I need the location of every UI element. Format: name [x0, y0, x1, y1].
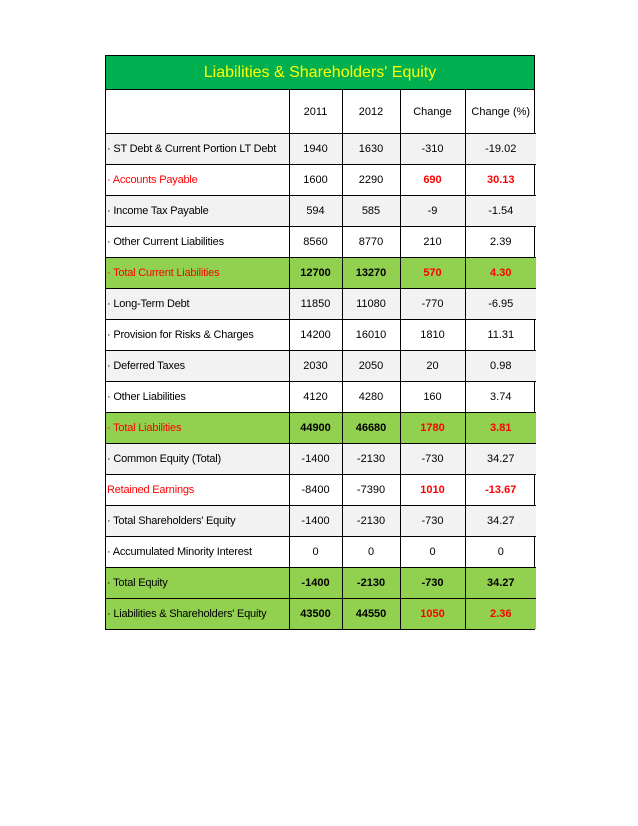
table-row: [106, 320, 536, 351]
cell-change-pct: -6.95: [465, 289, 536, 320]
cell-2011: 1600: [289, 165, 342, 196]
row-label: · Other Current Liabilities: [106, 227, 289, 258]
cell-2012: 2050: [342, 351, 400, 382]
table-row-total: [106, 568, 536, 599]
table-row: [106, 537, 536, 568]
cell-change: -310: [400, 134, 465, 165]
cell-2011: 1940: [289, 134, 342, 165]
cell-2011: 11850: [289, 289, 342, 320]
cell-change-pct: 0.98: [465, 351, 536, 382]
row-label: · Total Equity: [106, 568, 289, 599]
cell-change-pct: 11.31: [465, 320, 536, 351]
cell-change: -730: [400, 506, 465, 537]
header-2011: 2011: [289, 90, 342, 134]
cell-change: -730: [400, 444, 465, 475]
row-label: · Accounts Payable: [106, 165, 289, 196]
cell-change-pct: 0: [465, 537, 536, 568]
cell-2012: 8770: [342, 227, 400, 258]
row-label: · Income Tax Payable: [106, 196, 289, 227]
cell-change-pct: 2.36: [465, 599, 536, 630]
row-label: Retained Earnings: [106, 475, 289, 506]
cell-change-pct: 34.27: [465, 444, 536, 475]
cell-change: 690: [400, 165, 465, 196]
cell-2012: -2130: [342, 568, 400, 599]
cell-2012: -2130: [342, 506, 400, 537]
row-label: · Common Equity (Total): [106, 444, 289, 475]
header-change: Change: [400, 90, 465, 134]
cell-change-pct: 34.27: [465, 506, 536, 537]
row-label: · Other Liabilities: [106, 382, 289, 413]
row-label: · Total Current Liabilities: [106, 258, 289, 289]
row-label: · Total Liabilities: [106, 413, 289, 444]
cell-2012: 11080: [342, 289, 400, 320]
header-row: [106, 90, 536, 134]
cell-2012: 13270: [342, 258, 400, 289]
cell-2012: 44550: [342, 599, 400, 630]
cell-2012: 46680: [342, 413, 400, 444]
table-title: Liabilities & Shareholders' Equity: [106, 56, 534, 90]
cell-2012: 4280: [342, 382, 400, 413]
cell-change-pct: 30.13: [465, 165, 536, 196]
cell-2011: 14200: [289, 320, 342, 351]
table-row: [106, 506, 536, 537]
table-row: [106, 289, 536, 320]
cell-2011: 44900: [289, 413, 342, 444]
cell-2012: 0: [342, 537, 400, 568]
cell-change: 1780: [400, 413, 465, 444]
header-blank: [106, 90, 289, 134]
row-label: · Provision for Risks & Charges: [106, 320, 289, 351]
cell-change-pct: -19.02: [465, 134, 536, 165]
cell-2011: 594: [289, 196, 342, 227]
table-row: [106, 196, 536, 227]
cell-change: -9: [400, 196, 465, 227]
cell-2011: 0: [289, 537, 342, 568]
row-label: · Total Shareholders' Equity: [106, 506, 289, 537]
cell-change: 0: [400, 537, 465, 568]
data-table: [106, 90, 536, 629]
cell-change: 570: [400, 258, 465, 289]
cell-change: 1010: [400, 475, 465, 506]
cell-2011: -1400: [289, 444, 342, 475]
cell-2011: 2030: [289, 351, 342, 382]
table-row: [106, 475, 536, 506]
cell-change-pct: -1.54: [465, 196, 536, 227]
cell-2011: -8400: [289, 475, 342, 506]
table-row-total: [106, 258, 536, 289]
table-row: [106, 351, 536, 382]
cell-change: 210: [400, 227, 465, 258]
cell-2011: 12700: [289, 258, 342, 289]
cell-change-pct: 34.27: [465, 568, 536, 599]
cell-2011: 4120: [289, 382, 342, 413]
table-row-total: [106, 599, 536, 630]
table-row-total: [106, 413, 536, 444]
cell-2012: 585: [342, 196, 400, 227]
table-row: [106, 382, 536, 413]
table-row: [106, 444, 536, 475]
cell-change: -770: [400, 289, 465, 320]
cell-2012: 16010: [342, 320, 400, 351]
cell-change-pct: 3.81: [465, 413, 536, 444]
cell-change: 1050: [400, 599, 465, 630]
cell-change-pct: 4.30: [465, 258, 536, 289]
cell-2012: 2290: [342, 165, 400, 196]
table-row: [106, 134, 536, 165]
cell-2011: -1400: [289, 506, 342, 537]
cell-change-pct: 3.74: [465, 382, 536, 413]
cell-change: 20: [400, 351, 465, 382]
cell-change: 160: [400, 382, 465, 413]
cell-2011: 43500: [289, 599, 342, 630]
cell-2012: -7390: [342, 475, 400, 506]
cell-change-pct: 2.39: [465, 227, 536, 258]
row-label: · Accumulated Minority Interest: [106, 537, 289, 568]
cell-change: 1810: [400, 320, 465, 351]
row-label: · ST Debt & Current Portion LT Debt: [106, 134, 289, 165]
table-row: [106, 227, 536, 258]
cell-2011: -1400: [289, 568, 342, 599]
cell-2011: 8560: [289, 227, 342, 258]
balance-sheet-table: [105, 55, 535, 630]
row-label: · Liabilities & Shareholders' Equity: [106, 599, 289, 630]
cell-2012: -2130: [342, 444, 400, 475]
row-label: · Deferred Taxes: [106, 351, 289, 382]
row-label: · Long-Term Debt: [106, 289, 289, 320]
cell-2012: 1630: [342, 134, 400, 165]
header-2012: 2012: [342, 90, 400, 134]
table-row: [106, 165, 536, 196]
cell-change-pct: -13.67: [465, 475, 536, 506]
header-change-pct: Change (%): [465, 90, 536, 134]
cell-change: -730: [400, 568, 465, 599]
